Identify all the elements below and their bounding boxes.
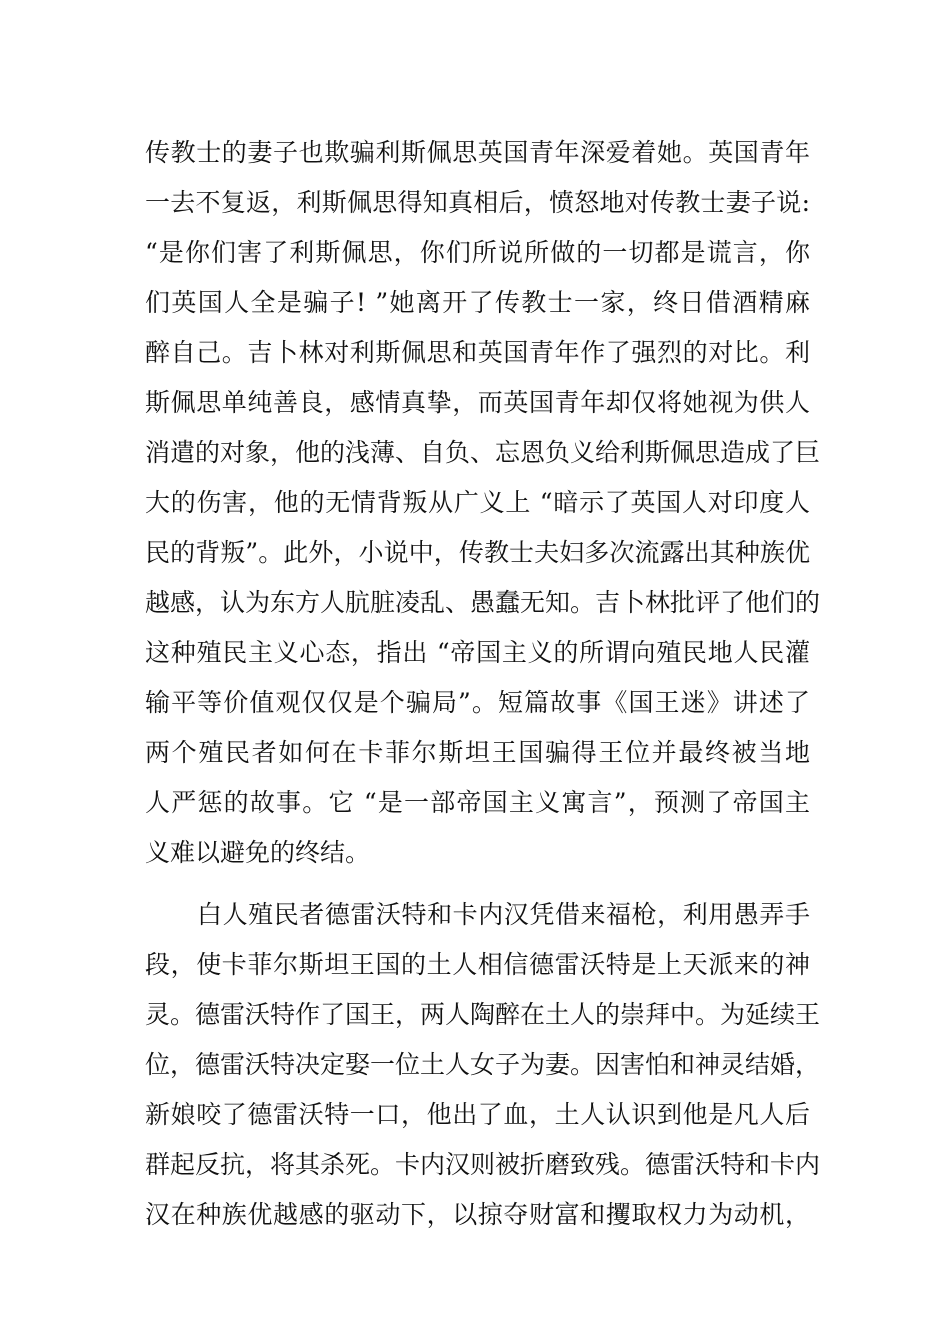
text-line: 位，德雷沃特决定娶一位土人女子为妻。因害怕和神灵结婚， [145, 1050, 821, 1079]
text-line: 两个殖民者如何在卡菲尔斯坦王国骗得王位并最终被当地 [145, 738, 810, 767]
text-line: 越感，认为东方人肮脏凌乱、愚蠢无知。吉卜林批评了他们的 [145, 588, 821, 617]
paragraph-gap [145, 878, 810, 890]
text-line: 们英国人全是骗子! ”她离开了传教士一家，终日借酒精麻 [145, 288, 810, 317]
text-line: 群起反抗，将其杀死。卡内汉则被折磨致残。德雷沃特和卡内 [145, 1150, 821, 1179]
text-line: 民的背叛”。此外，小说中，传教士夫妇多次流露出其种族优 [145, 538, 810, 567]
text-line: “是你们害了利斯佩思，你们所说所做的一切都是谎言，你 [145, 238, 810, 267]
text-line: 一去不复返，利斯佩思得知真相后，愤怒地对传教士妻子说: [145, 188, 810, 217]
text-line: 白人殖民者德雷沃特和卡内汉凭借来福枪，利用愚弄手 [197, 900, 810, 929]
text-line: 大的伤害，他的无情背叛从广义上 “暗示了英国人对印度人 [145, 488, 810, 517]
text-line: 灵。德雷沃特作了国王，两人陶醉在土人的崇拜中。为延续王 [145, 1000, 821, 1029]
body-text [145, 128, 821, 1240]
text-line: 人严惩的故事。它 “是一部帝国主义寓言”，预测了帝国主 [145, 788, 810, 817]
paragraph-1 [145, 128, 821, 878]
text-line: 段，使卡菲尔斯坦王国的土人相信德雷沃特是上天派来的神 [145, 950, 810, 979]
text-line: 义难以避免的终结。 [145, 838, 371, 867]
text-line: 醉自己。吉卜林对利斯佩思和英国青年作了强烈的对比。利 [145, 338, 810, 367]
text-line: 新娘咬了德雷沃特一口，他出了血，土人认识到他是凡人后 [145, 1100, 810, 1129]
text-line: 消遣的对象，他的浅薄、自负、忘恩负义给利斯佩思造成了巨 [145, 438, 821, 467]
text-line: 汉在种族优越感的驱动下，以掠夺财富和攫取权力为动机， [145, 1200, 810, 1229]
text-line: 传教士的妻子也欺骗利斯佩思英国青年深爱着她。英国青年 [145, 138, 810, 167]
paragraph-2 [145, 890, 821, 1240]
text-line: 这种殖民主义心态，指出 “帝国主义的所谓向殖民地人民灌 [145, 638, 810, 667]
text-line: 斯佩思单纯善良，感情真挚，而英国青年却仅将她视为供人 [145, 388, 810, 417]
text-line: 输平等价值观仅仅是个骗局”。短篇故事《国王迷》讲述了 [145, 688, 810, 717]
